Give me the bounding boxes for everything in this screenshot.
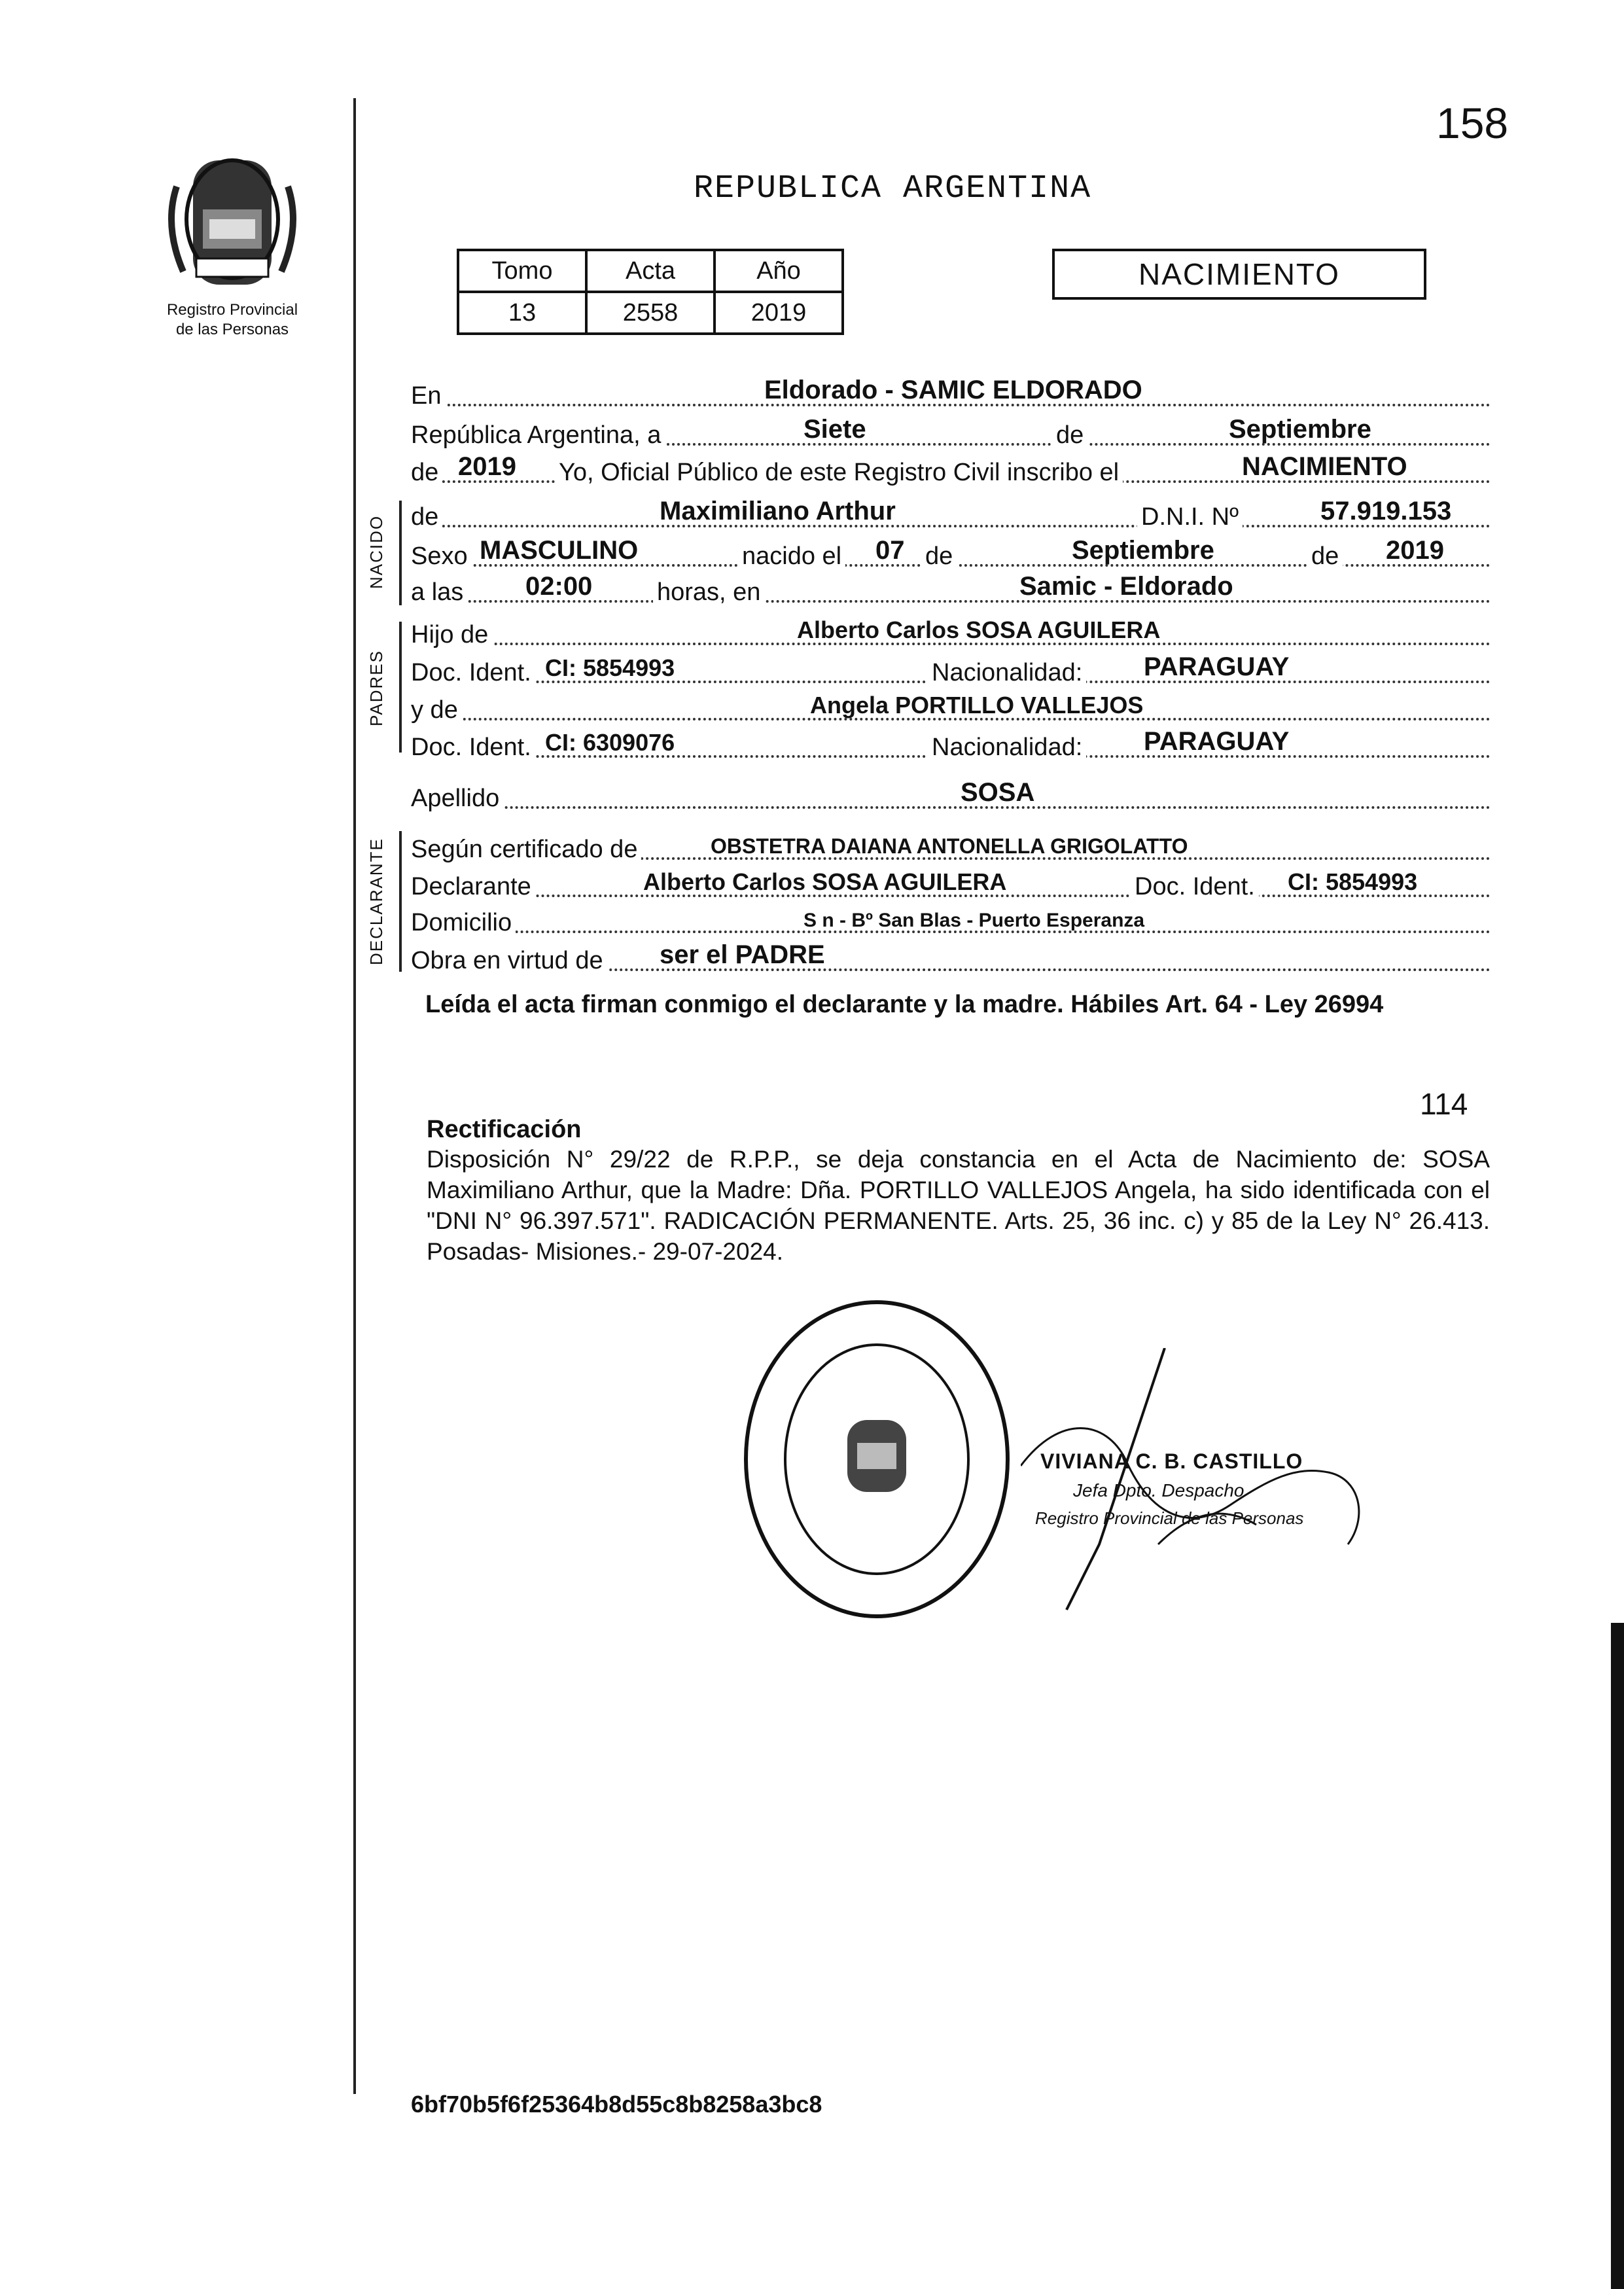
label-de5: de <box>1307 542 1343 571</box>
label-de: de <box>1052 421 1087 450</box>
shield-emblem-icon <box>157 147 308 298</box>
value-doc-padre: CI: 5854993 <box>545 654 675 681</box>
label-en: En <box>411 382 445 410</box>
stamp-line-2: Jefa Dpto. Despacho <box>1073 1480 1244 1500</box>
side-label-declarante: DECLARANTE <box>366 838 386 965</box>
value-dia: Siete <box>803 415 866 444</box>
header-ano: Año <box>715 250 843 292</box>
value-ano: 2019 <box>715 292 843 334</box>
line-sexo <box>411 537 1491 575</box>
value-apellido: SOSA <box>961 778 1035 807</box>
padres-bracket <box>399 622 402 753</box>
value-domicilio: S n - Bº San Blas - Puerto Esperanza <box>803 910 1145 931</box>
value-doc-declarante: CI: 5854993 <box>1288 868 1418 895</box>
line-fecha <box>411 416 1491 453</box>
line-certificado <box>411 830 1491 868</box>
value-lugar-inscripcion: Eldorado - SAMIC ELDORADO <box>764 376 1142 404</box>
line-apellido <box>411 779 1491 817</box>
line-nombre <box>411 497 1491 535</box>
value-acto: NACIMIENTO <box>1242 452 1407 481</box>
value-madre: Angela PORTILLO VALLEJOS <box>810 692 1144 719</box>
doc-type-box: NACIMIENTO <box>1052 249 1426 300</box>
header-tomo: Tomo <box>458 250 586 292</box>
line-padre <box>411 615 1491 653</box>
label-segun: Según certificado de <box>411 836 641 864</box>
page-number: 158 <box>1436 99 1509 147</box>
record-table <box>457 249 844 335</box>
logo-caption-2: de las Personas <box>175 321 289 338</box>
label-nac-madre: Nacionalidad: <box>928 734 1086 762</box>
line-obra <box>411 941 1491 979</box>
rectification-number: 114 <box>1420 1087 1468 1121</box>
value-mes-nacimiento: Septiembre <box>1072 536 1214 565</box>
line-madre <box>411 690 1491 728</box>
seal-icon <box>739 1296 1014 1623</box>
label-hijo: Hijo de <box>411 621 492 649</box>
line-doc-madre <box>411 728 1491 766</box>
side-label-padres: PADRES <box>366 650 386 726</box>
rectification-body: Disposición N° 29/22 de R.P.P., se deja constancia en el Acta de Nacimiento de: SOSA Maximiliano Arthur, que la Madre: Dña. PORTILLO VALLEJOS Angela, ha sido identificada con el "DNI N° 96.397.571". RADICACIÓN PERMANENTE. Arts. 25, 36 inc. c) y 85 de la Ley N° 26.413. Posadas- Misiones.- 29-07-2024. <box>427 1146 1490 1265</box>
value-padre: Alberto Carlos SOSA AGUILERA <box>797 616 1161 643</box>
document-hash: 6bf70b5f6f25364b8d55c8b8258a3bc8 <box>411 2091 822 2118</box>
label-yde: y de <box>411 696 462 724</box>
line-en <box>411 376 1491 414</box>
label-de3: de <box>411 503 442 531</box>
rectification-title: Rectificación <box>427 1116 582 1143</box>
declarante-bracket <box>399 831 402 972</box>
label-sexo: Sexo <box>411 542 472 571</box>
stamp-line-3: Registro Provincial de las Personas <box>1035 1508 1304 1528</box>
label-nac-padre: Nacionalidad: <box>928 659 1086 687</box>
label-alas: a las <box>411 578 467 607</box>
label-doc-declarante: Doc. Ident. <box>1131 873 1259 901</box>
value-lugar-nacimiento: Samic - Eldorado <box>1019 572 1233 601</box>
value-nac-padre: PARAGUAY <box>1144 652 1290 681</box>
label-de2: de <box>411 459 442 487</box>
value-hora: 02:00 <box>525 572 593 601</box>
label-republica: República Argentina, a <box>411 421 665 450</box>
value-anio: 2019 <box>458 452 516 481</box>
side-label-nacido: NACIDO <box>366 514 386 589</box>
line-doc-padre <box>411 653 1491 691</box>
value-sexo: MASCULINO <box>480 536 639 565</box>
label-de4: de <box>921 542 957 571</box>
label-obra: Obra en virtud de <box>411 947 607 975</box>
text-oficial: Yo, Oficial Público de este Registro Civil inscribo el <box>555 459 1123 487</box>
province-logo <box>157 147 308 298</box>
value-mes: Septiembre <box>1229 415 1371 444</box>
value-nac-madre: PARAGUAY <box>1144 727 1290 756</box>
document-title: REPUBLICA ARGENTINA <box>694 170 1092 207</box>
value-nombre: Maximiliano Arthur <box>660 497 896 525</box>
line-declarante <box>411 867 1491 905</box>
value-declarante: Alberto Carlos SOSA AGUILERA <box>643 868 1007 895</box>
line-oficial <box>411 453 1491 491</box>
label-horas: horas, en <box>653 578 764 607</box>
value-anio-nacimiento: 2019 <box>1386 536 1444 565</box>
header-acta: Acta <box>586 250 715 292</box>
value-doc-madre: CI: 6309076 <box>545 729 675 756</box>
value-certificado: OBSTETRA DAIANA ANTONELLA GRIGOLATTO <box>711 834 1188 858</box>
nacido-bracket <box>399 501 402 605</box>
closing-text: Leída el acta firman conmigo el declarante y la madre. Hábiles Art. 64 - Ley 26994 <box>425 991 1384 1018</box>
label-dni: D.N.I. Nº <box>1137 503 1243 531</box>
label-apellido: Apellido <box>411 785 503 813</box>
stamp-line-1: VIVIANA C. B. CASTILLO <box>1040 1449 1303 1473</box>
margin-line <box>353 98 356 2094</box>
logo-caption-1: Registro Provincial <box>166 301 298 319</box>
value-dia-nacimiento: 07 <box>875 536 905 565</box>
value-obra: ser el PADRE <box>660 940 825 969</box>
line-domicilio <box>411 903 1491 941</box>
label-nacido: nacido el <box>738 542 845 571</box>
value-acta: 2558 <box>586 292 715 334</box>
value-dni: 57.919.153 <box>1320 497 1452 525</box>
label-doc-padre: Doc. Ident. <box>411 659 535 687</box>
value-tomo: 13 <box>458 292 586 334</box>
label-domicilio: Domicilio <box>411 909 516 937</box>
label-doc-madre: Doc. Ident. <box>411 734 535 762</box>
scan-edge <box>1611 1623 1624 2289</box>
line-hora <box>411 573 1491 611</box>
official-seal <box>739 1296 1014 1623</box>
label-declarante: Declarante <box>411 873 535 901</box>
